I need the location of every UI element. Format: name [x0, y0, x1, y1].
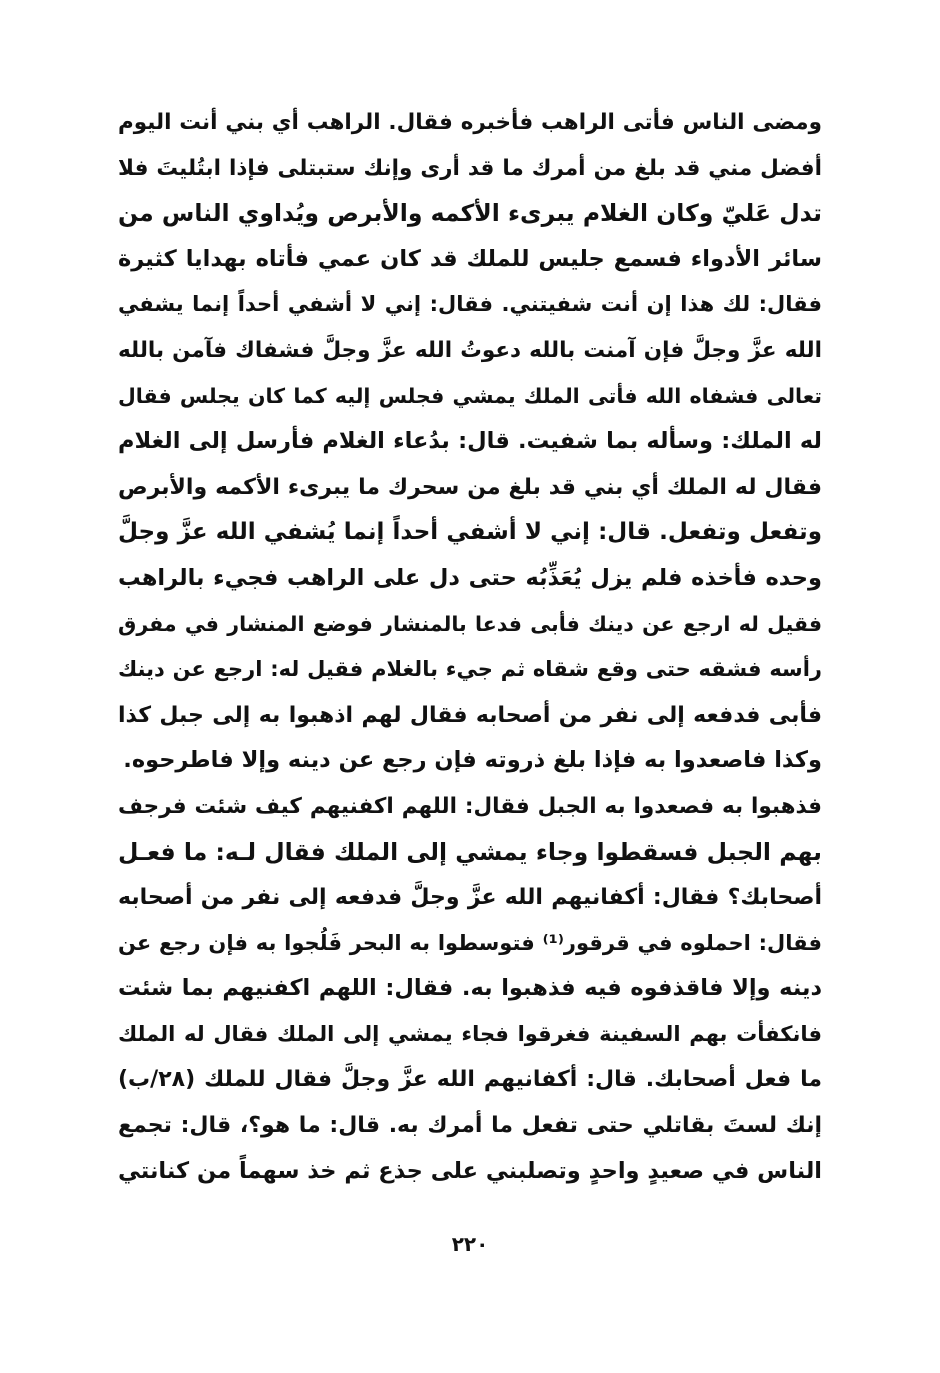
text-line: دينه وإلا فاقذفوه فيه فذهبوا به. فقال: اللهم اكفنيهم بما شئت — [118, 975, 822, 1002]
text-line: سائر الأدواء فسمع جليس للملك قد كان عمي فأتاه بهدايا كثيرة — [118, 245, 822, 272]
text-line: ما فعل أصحابك. قال: أكفانيهم الله عزَّ وجلَّ فقال للملك (٢٨/ب) — [118, 1067, 822, 1093]
text-line: فقال: لك هذا إن أنت شفيتني. فقال: إني لا أشفي أحداً إنما يشفي — [118, 292, 822, 317]
text-line: وكذا فاصعدوا به فإذا بلغ ذروته فإن رجع عن دينه وإلا فاطرحوه. — [123, 747, 822, 774]
text-line: بهم الجبل فسقطوا وجاء يمشي إلى الملك فقال لـه: ما فعـل — [118, 837, 822, 866]
text-line: الله عزَّ وجلَّ فإن آمنت بالله دعوتُ الله عزَّ وجلَّ فشفاك فآمن بالله — [118, 337, 822, 363]
text-line: له الملك: وسأله بما شفيت. قال: بدُعاء الغلام فأرسل إلى الغلام — [118, 428, 822, 455]
page-number: ٢٢٠ — [451, 1232, 489, 1256]
text-line: تدل عَليّ وكان الغلام يبرىء الأكمه والأبرص ويُداوي الناس من — [118, 199, 822, 228]
text-line: إنك لستَ بقاتلي حتى تفعل ما أمرك به. قال: ما هو؟، قال: تجمع — [118, 1113, 822, 1139]
text-line: فأبى فدفعه إلى نفر من أصحابه فقال لهم اذهبوا به إلى جبل كذا — [118, 702, 822, 728]
text-line: أفضل مني قد بلغ من أمرك ما قد أرى وإنك ستبتلى فإذا ابتُليتَ فلا — [118, 155, 822, 181]
text-line: وحده فأخذه فلم يزل يُعَذِّبُه حتى دل على الراهب فجيء بالراهب — [118, 564, 822, 591]
text-line: فقال له الملك أي بني قد بلغ من سحرك ما يبرىء الأكمه والأبرص — [118, 474, 822, 500]
text-line: أصحابك؟ فقال: أكفانيهم الله عزَّ وجلَّ فدفعه إلى نفر من أصحابه — [118, 885, 822, 911]
text-line: رأسه فشقه حتى وقع شقاه ثم جيء بالغلام فقيل له: ارجع عن دينك — [118, 657, 822, 682]
text-line: وتفعل وتفعل. قال: إني لا أشفي أحداً إنما يُشفي الله عزَّ وجلَّ — [118, 519, 822, 546]
text-line: تعالى فشفاه الله فأتى الملك يمشي فجلس إليه كما كان يجلس فقال — [118, 383, 822, 408]
text-line: الناس في صعيدٍ واحدٍ وتصلبني على جذع ثم خذ سهماً من كنانتي — [118, 1157, 822, 1184]
text-line: ومضى الناس فأتى الراهب فأخبره فقال. الراهب أي بني أنت اليوم — [118, 110, 822, 135]
text-line: فقال: احملوه في قرقور⁽¹⁾ فتوسطوا به البحر فَلُجوا به فإن رجع عن — [118, 930, 822, 955]
text-line: فقيل له ارجع عن دينك فأبى فدعا بالمنشار فوضع المنشار في مفرق — [118, 611, 822, 636]
text-line: فذهبوا به فصعدوا به الجبل فقال: اللهم اكفنيهم كيف شئت فرجف — [118, 793, 822, 819]
body-text — [118, 100, 822, 1194]
text-line: فانكفأت بهم السفينة فغرقوا فجاء يمشي إلى الملك فقال له الملك — [118, 1021, 822, 1046]
